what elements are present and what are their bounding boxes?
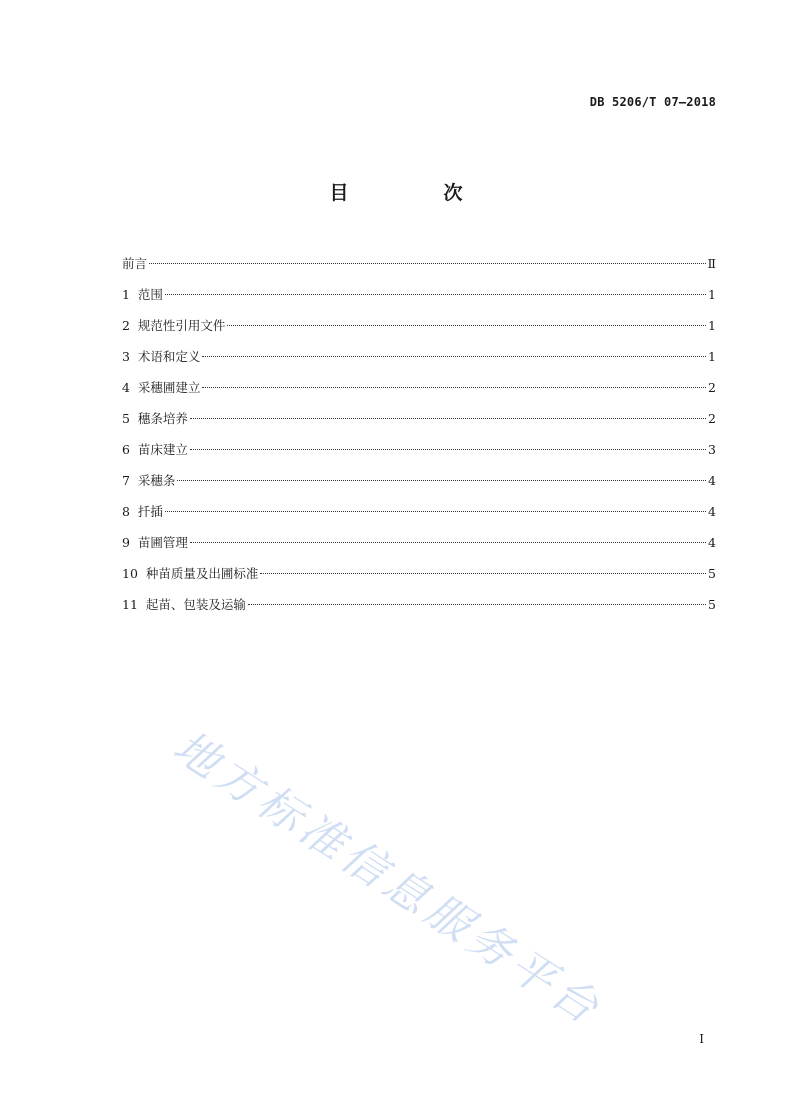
toc-entry-page: 1: [708, 349, 716, 364]
toc-entry[interactable]: [122, 441, 716, 472]
toc-entry-page: Ⅱ: [707, 256, 716, 271]
toc-entry-label: 11 起苗、包装及运输: [122, 597, 246, 612]
toc-entry-page: 2: [708, 411, 716, 426]
toc-entry[interactable]: [122, 286, 716, 317]
watermark: 地方标准信息服务平台: [164, 721, 612, 1037]
toc-entry-page: 2: [708, 380, 716, 395]
toc-entry[interactable]: [122, 410, 716, 441]
toc-leader-dots: [227, 325, 706, 326]
toc-entry-page: 5: [708, 566, 716, 581]
toc-entry-page: 4: [708, 473, 716, 488]
toc-leader-dots: [177, 480, 706, 481]
document-code: DB 5206/T 07—2018: [589, 95, 716, 109]
toc-entry[interactable]: [122, 348, 716, 379]
page-title: 目 次: [329, 182, 501, 204]
toc-entry[interactable]: [122, 379, 716, 410]
toc-entry-page: 4: [708, 504, 716, 519]
toc-entry-label: 1 范围: [122, 287, 163, 302]
toc-leader-dots: [202, 387, 706, 388]
toc-entry[interactable]: [122, 255, 716, 286]
toc-entry[interactable]: [122, 317, 716, 348]
toc-entry-page: 5: [708, 597, 716, 612]
toc-leader-dots: [202, 356, 706, 357]
toc-entry-label: 7 采穗条: [122, 473, 176, 488]
toc-entry-page: 1: [708, 318, 716, 333]
toc-entry-label: 9 苗圃管理: [122, 535, 188, 550]
toc-entry[interactable]: [122, 534, 716, 565]
toc-entry-page: 1: [708, 287, 716, 302]
toc-leader-dots: [165, 294, 706, 295]
toc-entry-label: 前言: [122, 256, 148, 271]
toc-entry-page: 3: [708, 442, 716, 457]
toc-leader-dots: [190, 449, 706, 450]
toc-entry-label: 6 苗床建立: [122, 442, 188, 457]
toc-entry-label: 4 采穗圃建立: [122, 380, 201, 395]
toc-entry[interactable]: [122, 596, 716, 627]
toc-entry-label: 3 术语和定义: [122, 349, 201, 364]
toc-leader-dots: [149, 263, 705, 264]
table-of-contents: [122, 255, 716, 627]
toc-entry[interactable]: [122, 565, 716, 596]
toc-entry-page: 4: [708, 535, 716, 550]
toc-leader-dots: [165, 511, 706, 512]
toc-entry[interactable]: [122, 503, 716, 534]
page-number: I: [699, 1032, 704, 1046]
toc-leader-dots: [260, 573, 706, 574]
toc-entry-label: 2 规范性引用文件: [122, 318, 226, 333]
toc-entry-label: 5 穗条培养: [122, 411, 188, 426]
toc-leader-dots: [248, 604, 706, 605]
toc-leader-dots: [190, 418, 706, 419]
toc-entry[interactable]: [122, 472, 716, 503]
toc-entry-label: 8 扦插: [122, 504, 163, 519]
toc-leader-dots: [190, 542, 706, 543]
toc-entry-label: 10 种苗质量及出圃标准: [122, 566, 259, 581]
